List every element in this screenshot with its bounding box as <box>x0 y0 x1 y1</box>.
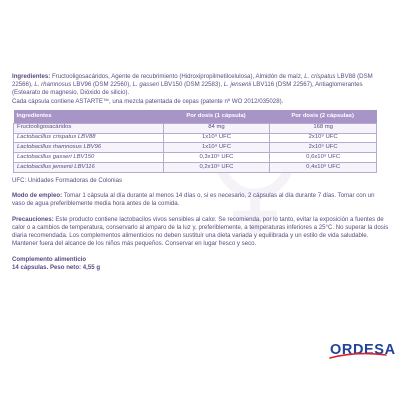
table-header-row <box>14 110 377 123</box>
usage-text: Tomar 1 cápsula al día durante al menos 14 días o, si es necesario, 2 cápsulas al día durante 7 días. Tomar con un vaso de agua preferiblemente media hora antes de la comida. <box>12 191 375 207</box>
table-row <box>14 153 377 163</box>
ingredients-text-c: LBV96 (DSM 22560), <box>71 81 133 89</box>
ingredients-text-e: LBV116 (DSM 22567), Antiaglomerantes (Estearato de magnesio, Dióxido de silicio). <box>12 81 363 97</box>
precautions-paragraph <box>12 216 389 248</box>
species-gasseri: L. gasseri <box>132 81 160 89</box>
species-rhamnosus: L. rhamnosus <box>34 81 72 89</box>
logo-wordmark: ORDESA <box>330 342 396 358</box>
row-dose-one: 1x10⁹ UFC <box>163 143 270 153</box>
row-dose-one: 84 mg <box>163 123 270 133</box>
row-dose-two: 2x10⁹ UFC <box>270 143 377 153</box>
table-row <box>14 143 377 153</box>
logo-swoosh-icon <box>326 351 389 361</box>
usage-label: Modo de empleo: <box>12 191 63 199</box>
supplement-type: Complemento alimenticio <box>12 256 87 264</box>
row-dose-one: 1x10⁹ UFC <box>163 133 270 143</box>
ingredients-text-a: Fructooligosacáridos, Agente de recubrimiento (Hidroxipropilmetilcelulosa), Almidón de maíz, <box>50 73 305 80</box>
ingredients-text-d: LBV150 (DSM 22583), <box>159 81 224 89</box>
ingredients-text-b: LBV88 (DSM 22566), <box>12 73 373 89</box>
row-dose-two: 0,4x10⁹ UFC <box>270 163 377 173</box>
row-name <box>14 153 164 163</box>
row-name <box>14 143 164 153</box>
table-row <box>14 123 377 133</box>
species-jensenii: L. jensenii <box>223 81 252 89</box>
precautions-text: Este producto contiene lactobacilos vivos sensibles al calor. Se recomienda, por lo tanto, evitar la exposición a fuentes de calor o a cambios de temperatura, conservarlo al amparo de la luz y, preferiblemente, a temperaturas inferiores a 25°C. No superar la dosis diaria recomendada. Los complementos alimenticios no deben sustituir una dieta variada y equilibrada y un estilo de vida saludable. Mantener fuera del alcance de los niños más pequeños. Conservar en lugar fresco y seco. <box>12 215 389 247</box>
row-name-text: Lactobacillus rhamnosus LBV96 <box>17 143 102 150</box>
capsule-note: Cada cápsula contiene ASTARTE™, una mezcla patentada de cepas (patente nº WO 2012/035028). <box>12 98 284 106</box>
header-two-capsules: Por dosis (2 cápsulas) <box>270 110 377 123</box>
table-row <box>14 163 377 173</box>
label-content <box>12 73 389 272</box>
usage-paragraph <box>12 192 389 208</box>
row-dose-two: 168 mg <box>270 123 377 133</box>
precautions-label: Precauciones: <box>12 215 54 223</box>
ufc-footnote: UFC: Unidades Formadoras de Colonias <box>12 176 123 184</box>
row-dose-two: 2x10⁹ UFC <box>270 133 377 143</box>
species-crispatus: L. crispatus <box>304 73 336 80</box>
row-name-text: Lactobacillus crispatus LBV88 <box>17 134 96 141</box>
row-dose-one: 0,3x10⁹ UFC <box>163 153 270 163</box>
ingredients-paragraph <box>12 73 389 97</box>
table-row <box>14 133 377 143</box>
header-one-capsule: Por dosis (1 cápsula) <box>163 110 270 123</box>
row-dose-two: 0,6x10⁹ UFC <box>270 153 377 163</box>
ingredients-label: Ingredientes: <box>12 73 51 80</box>
net-weight: 14 cápsulas. Peso neto: 4,55 g <box>12 264 101 272</box>
nutrition-table <box>13 110 377 173</box>
row-name: Fructooligosacáridos <box>14 123 164 133</box>
row-name <box>14 163 164 173</box>
row-name-text: Lactobacillus jensenii LBV116 <box>17 163 95 170</box>
row-dose-one: 0,2x10⁹ UFC <box>163 163 270 173</box>
header-ingredients: Ingredientes <box>14 110 164 123</box>
row-name-text: Lactobacillus gasseri LBV150 <box>17 153 95 160</box>
ordesa-logo <box>326 341 396 358</box>
row-name <box>14 133 164 143</box>
